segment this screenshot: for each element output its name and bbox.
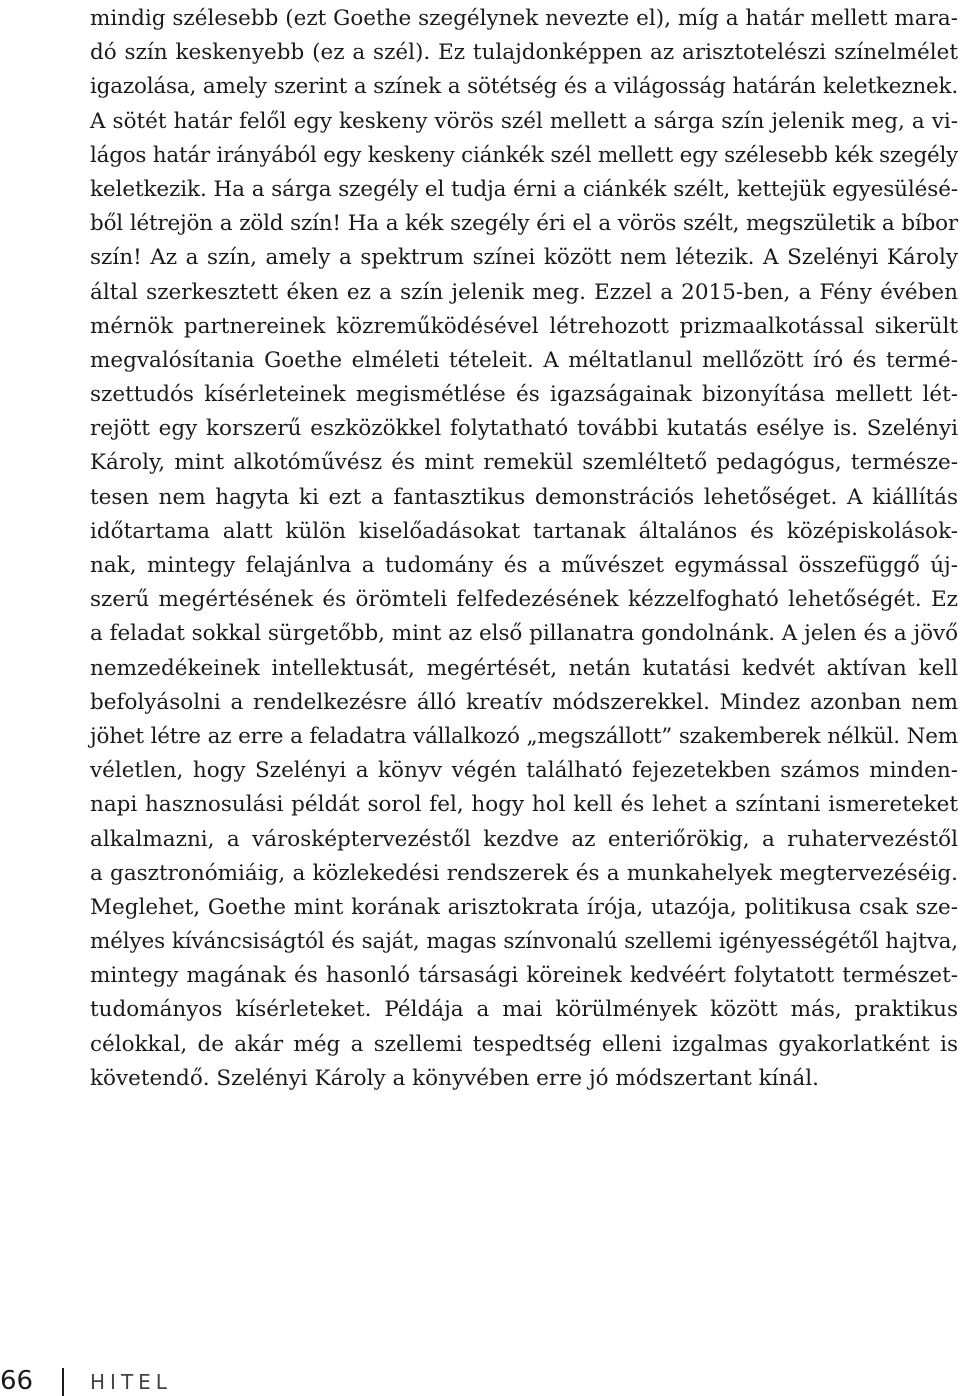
text-line: Meglehet, Goethe mint korának arisztokrata írója, utazója, politikusa csak sze-: [90, 894, 958, 920]
page-number: 66: [0, 1366, 34, 1396]
footer-divider: [62, 1368, 64, 1396]
text-line: Károly, mint alkotóművész és mint remekül szemléltető pedagógus, természe-: [90, 450, 958, 476]
text-line: befolyásolni a rendelkezésre álló kreatív módszerekkel. Mindez azonban nem: [90, 689, 958, 715]
text-line: dó szín keskenyebb (ez a szél). Ez tulajdonképpen az arisztotelészi színelmélet: [90, 40, 958, 66]
text-line: megvalósítania Goethe elméleti tételeit. A méltatlanul mellőzött író és termé-: [90, 347, 958, 373]
text-line: nak, mintegy felajánlva a tudomány és a művészet egymással összefüggő új-: [90, 553, 958, 578]
text-line: jöhet létre az erre a feladatra vállalkozó „megszállott” szakemberek nélkül. Nem: [90, 723, 958, 749]
text-line: mérnök partnereinek közreműködésével létrehozott prizmaalkotással sikerült: [90, 313, 958, 339]
text-line: nemzedékeinek intellektusát, megértését, netán kutatási kedvét aktívan kell: [90, 655, 958, 681]
text-line: ből létrejön a zöld szín! Ha a kék szegély éri el a vörös szélt, megszületik a bíbor: [90, 211, 958, 237]
text-line: a feladat sokkal sürgetőbb, mint az első pillanatra gondolnánk. A jelen és a jövő: [90, 621, 958, 647]
text-line: véletlen, hogy Szelényi a könyv végén található fejezetekben számos minden-: [90, 758, 958, 784]
text-line: a gasztronómiáig, a közlekedési rendszerek és a munkahelyek megtervezéséig.: [90, 860, 958, 886]
text-line: tudományos kísérleteket. Példája a mai körülmények között más, praktikus: [90, 997, 958, 1023]
text-line: A sötét határ felől egy keskeny vörös szél mellett a sárga szín jelenik meg, a vi-: [90, 108, 958, 134]
text-line: mintegy magának és hasonló társasági köreinek kedvéért folytatott természet-: [90, 963, 958, 989]
text-line: követendő. Szelényi Károly a könyvében erre jó módszertant kínál.: [90, 1065, 819, 1091]
text-line: mélyes kíváncsiságtól és saját, magas színvonalú szellemi igényességétől hajtva,: [90, 929, 958, 955]
text-line: szín! Az a szín, amely a spektrum színei között nem létezik. A Szelényi Károly: [90, 245, 958, 271]
text-line: rejött egy korszerű eszközökkel folytatható további kutatás esélye is. Szelényi: [90, 416, 958, 442]
text-line: napi hasznosulási példát sorol fel, hogy hol kell és lehet a színtani ismereteket: [90, 792, 958, 818]
text-line: szerű megértésének és örömteli felfedezésének kézzelfogható lehetőségét. Ez: [90, 587, 958, 613]
text-line: szettudós kísérleteinek megismétlése és igazságainak bizonyítása mellett lét-: [90, 382, 958, 408]
text-line: alkalmazni, a városképtervezéstől kezdve az enteriőrökig, a ruhatervezéstől: [90, 826, 958, 852]
text-line: keletkezik. Ha a sárga szegély el tudja érni a ciánkék szélt, kettejük egyesülésé-: [90, 176, 958, 202]
text-line: lágos határ irányából egy keskeny ciánkék szél mellett egy szélesebb kék szegély: [90, 142, 958, 168]
article-body: [90, 2, 958, 1096]
magazine-name: HITEL: [90, 1370, 172, 1394]
text-line: által szerkesztett éken ez a szín jelenik meg. Ezzel a 2015-ben, a Fény évében: [90, 279, 958, 305]
text-line: igazolása, amely szerint a színek a sötétség és a világosság határán keletkeznek.: [90, 74, 958, 100]
text-line: tesen nem hagyta ki ezt a fantasztikus demonstrációs lehetőséget. A kiállítás: [90, 484, 958, 510]
text-line: célokkal, de akár még a szellemi tespedtség elleni izgalmas gyakorlatként is: [90, 1031, 958, 1057]
page-footer: [0, 1366, 960, 1396]
text-line: időtartama alatt külön kiselőadásokat tartanak általános és középiskolások-: [90, 518, 958, 544]
text-line: mindig szélesebb (ezt Goethe szegélynek nevezte el), míg a határ mellett mara-: [90, 6, 958, 31]
